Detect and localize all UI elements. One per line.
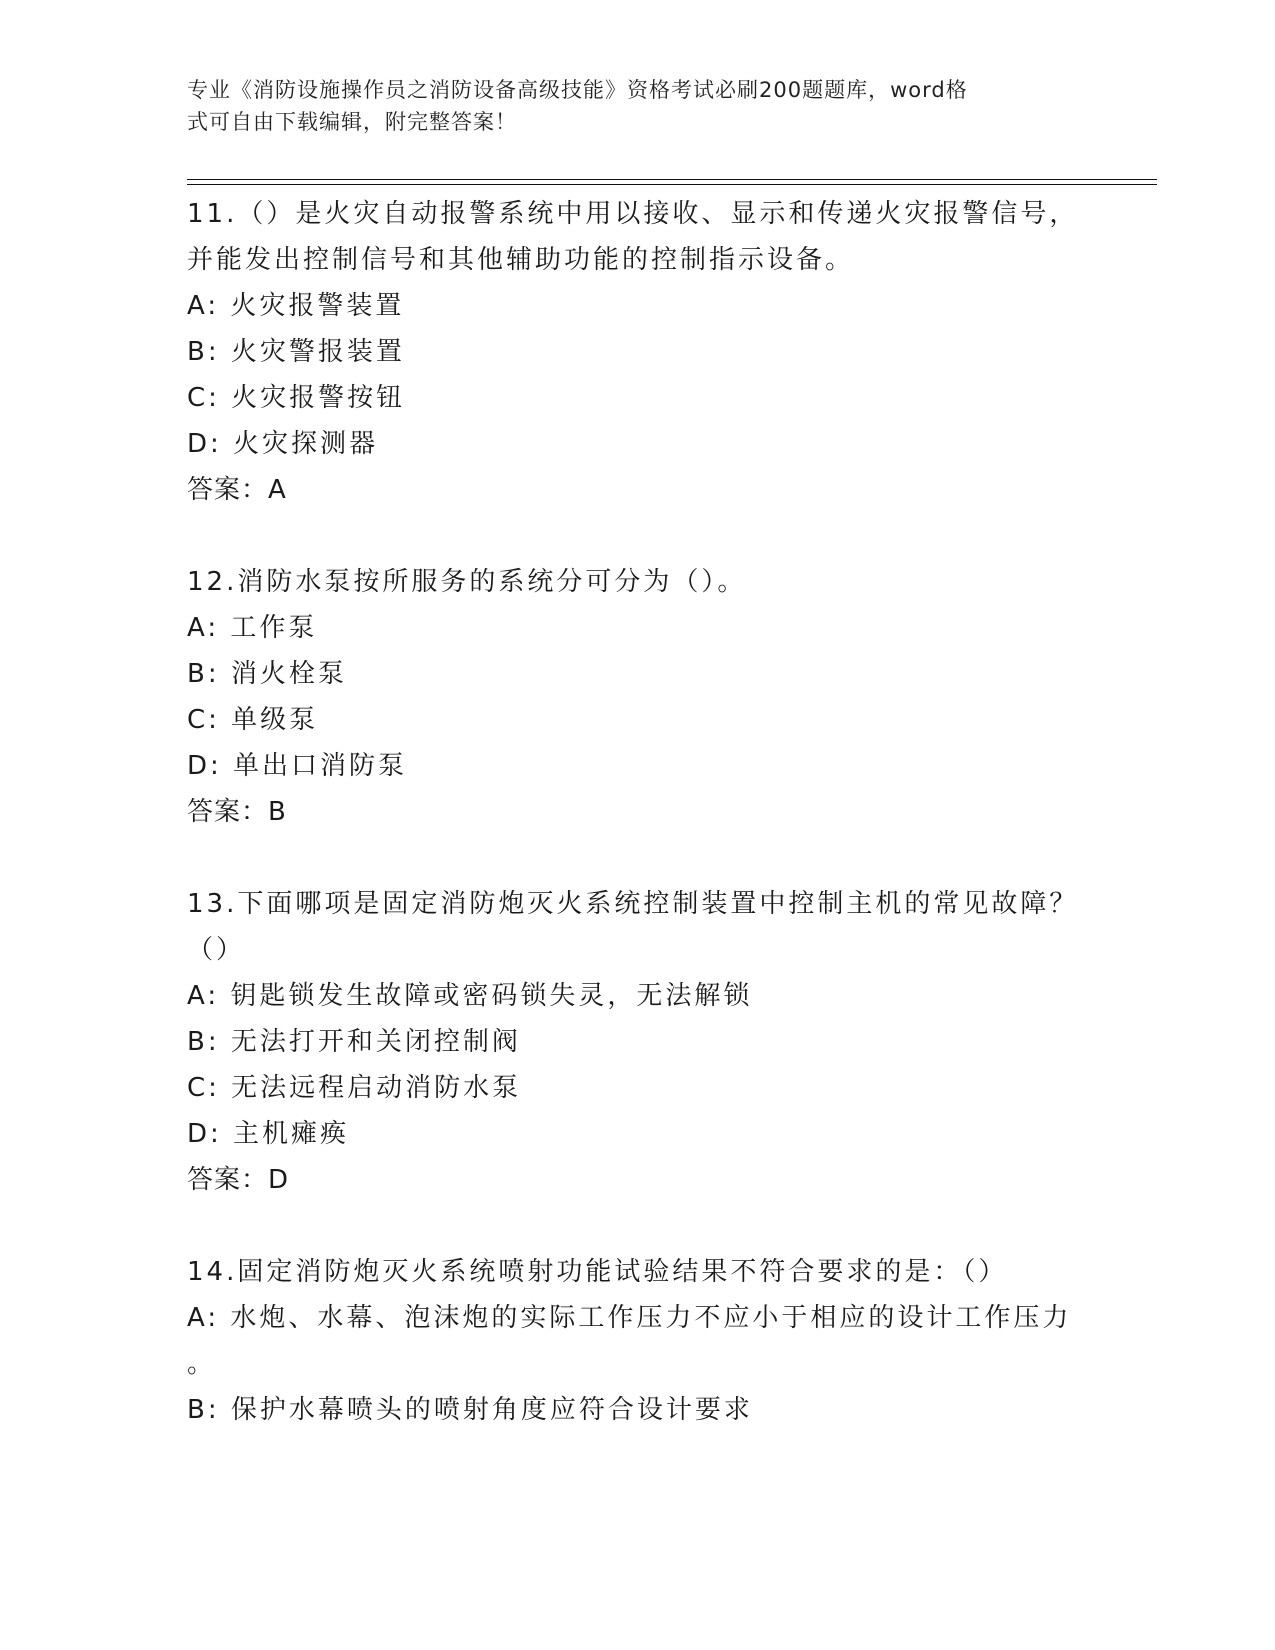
header-line-1: 专业《消防设施操作员之消防设备高级技能》资格考试必刷200题题库，word格	[187, 78, 968, 102]
question-text-line: 11.（）是火灾自动报警系统中用以接收、显示和传递火灾报警信号，	[187, 199, 1079, 229]
option-d: D: 主机瘫痪	[187, 1119, 350, 1149]
answer-key: 答案：B	[187, 797, 287, 827]
option-a: A: 水炮、水幕、泡沫炮的实际工作压力不应小于相应的设计工作压力	[187, 1303, 1072, 1333]
question-12	[187, 559, 1087, 835]
question-text-line: 14.固定消防炮灭火系统喷射功能试验结果不符合要求的是：（）	[187, 1257, 1008, 1287]
question-text-line: 13.下面哪项是固定消防炮灭火系统控制装置中控制主机的常见故障？	[187, 889, 1079, 919]
option-c: C: 火灾报警按钮	[187, 383, 406, 413]
option-a: A: 钥匙锁发生故障或密码锁失灵，无法解锁	[187, 981, 753, 1011]
question-14	[187, 1249, 1087, 1433]
header-divider-top	[187, 179, 1157, 180]
option-a-continuation: 。	[187, 1349, 217, 1379]
option-b: B: 保护水幕喷头的喷射角度应符合设计要求	[187, 1395, 753, 1425]
question-11	[187, 191, 1087, 513]
option-a: A: 工作泵	[187, 613, 318, 643]
option-d: D: 火灾探测器	[187, 429, 379, 459]
option-b: B: 无法打开和关闭控制阀	[187, 1027, 521, 1057]
question-text-line: （）	[187, 935, 246, 965]
option-c: C: 单级泵	[187, 705, 319, 735]
question-text-line: 12.消防水泵按所服务的系统分可分为（）。	[187, 567, 747, 597]
document-header	[187, 74, 1067, 138]
option-b: B: 火灾警报装置	[187, 337, 405, 367]
option-a: A: 火灾报警装置	[187, 291, 405, 321]
question-text-line: 并能发出控制信号和其他辅助功能的控制指示设备。	[187, 245, 855, 275]
header-line-2: 式可自由下载编辑，附完整答案！	[187, 110, 517, 134]
question-list	[187, 191, 1087, 1479]
option-b: B: 消火栓泵	[187, 659, 347, 689]
question-13	[187, 881, 1087, 1203]
header-divider-bottom	[187, 184, 1157, 185]
answer-key: 答案：D	[187, 1165, 290, 1195]
option-d: D: 单出口消防泵	[187, 751, 408, 781]
option-c: C: 无法远程启动消防水泵	[187, 1073, 522, 1103]
answer-key: 答案：A	[187, 475, 287, 505]
